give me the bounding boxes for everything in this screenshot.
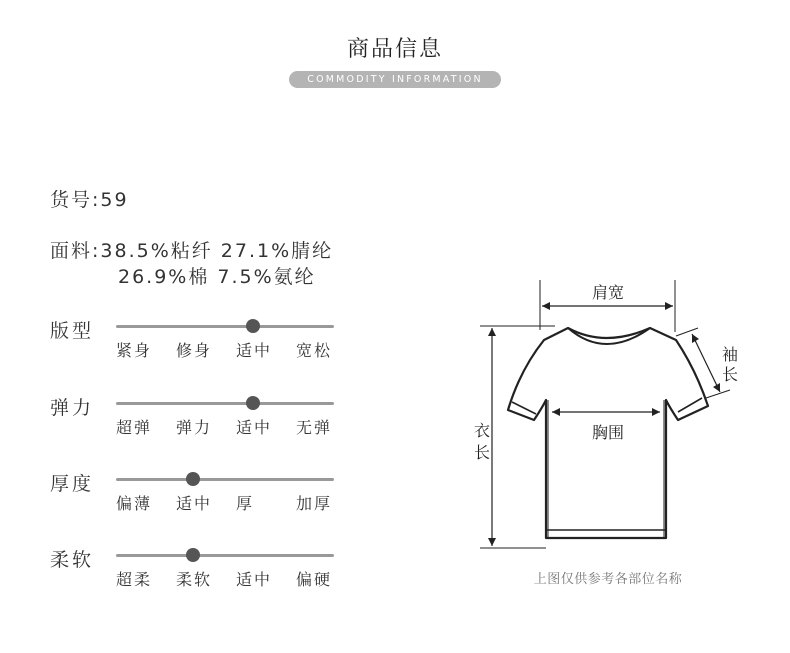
attribute-option: 弹力 <box>176 418 213 437</box>
attribute-slider-track[interactable] <box>116 554 334 557</box>
attribute-option: 加厚 <box>296 494 333 513</box>
fabric-label: 面料: <box>50 240 101 262</box>
sleeve-tick-top <box>676 328 698 336</box>
attribute-option: 适中 <box>176 494 213 513</box>
attribute-option: 超弹 <box>116 418 153 437</box>
sleeve-label-1: 袖 <box>722 345 739 364</box>
fabric-line-2: 26.9%棉 7.5%氨纶 <box>118 266 316 288</box>
shoulder-arrowhead-left <box>542 302 550 310</box>
attribute-label: 弹力 <box>50 397 95 419</box>
length-arrowhead-top <box>488 328 496 336</box>
attribute-slider-knob[interactable] <box>246 319 260 333</box>
attribute-option: 超柔 <box>116 570 153 589</box>
fabric-line-1: 38.5%粘纤 27.1%腈纶 <box>100 240 334 262</box>
page-title: 商品信息 <box>346 37 443 62</box>
length-arrowhead-bottom <box>488 538 496 546</box>
attribute-option: 无弹 <box>296 418 333 437</box>
attribute-option: 偏硬 <box>296 570 333 589</box>
attribute-slider-knob[interactable] <box>186 548 200 562</box>
subtitle-badge: COMMODITY INFORMATION <box>289 71 501 88</box>
sku-label: 货号: <box>50 189 101 211</box>
attribute-option: 适中 <box>236 570 273 589</box>
fabric-row <box>50 236 333 263</box>
attribute-option: 紧身 <box>116 341 153 360</box>
shoulder-arrowhead-right <box>665 302 673 310</box>
attribute-option: 修身 <box>176 341 213 360</box>
attribute-option: 适中 <box>236 341 273 360</box>
attribute-option: 柔软 <box>176 570 213 589</box>
sleeve-label-2: 长 <box>722 365 739 384</box>
length-label-2: 长 <box>474 443 491 462</box>
attribute-slider-track[interactable] <box>116 402 334 405</box>
attribute-option: 偏薄 <box>116 494 153 513</box>
chest-label: 胸围 <box>591 423 625 442</box>
sku-row <box>50 185 129 212</box>
tshirt-diagram <box>470 270 740 560</box>
attribute-option: 适中 <box>236 418 273 437</box>
attribute-slider-track[interactable] <box>116 325 334 328</box>
sleeve-tick-bottom <box>706 390 730 398</box>
sku-value: 59 <box>100 189 129 211</box>
attribute-slider-knob[interactable] <box>246 396 260 410</box>
attribute-label: 厚度 <box>50 473 95 495</box>
diagram-caption: 上图仅供参考各部位名称 <box>533 572 683 587</box>
attribute-label: 版型 <box>50 320 95 342</box>
attribute-label: 柔软 <box>50 549 95 571</box>
attribute-option: 厚 <box>236 494 255 513</box>
length-label-1: 衣 <box>474 421 491 440</box>
attribute-slider-track[interactable] <box>116 478 334 481</box>
shoulder-label: 肩宽 <box>591 283 625 302</box>
attribute-slider-knob[interactable] <box>186 472 200 486</box>
attribute-option: 宽松 <box>296 341 333 360</box>
